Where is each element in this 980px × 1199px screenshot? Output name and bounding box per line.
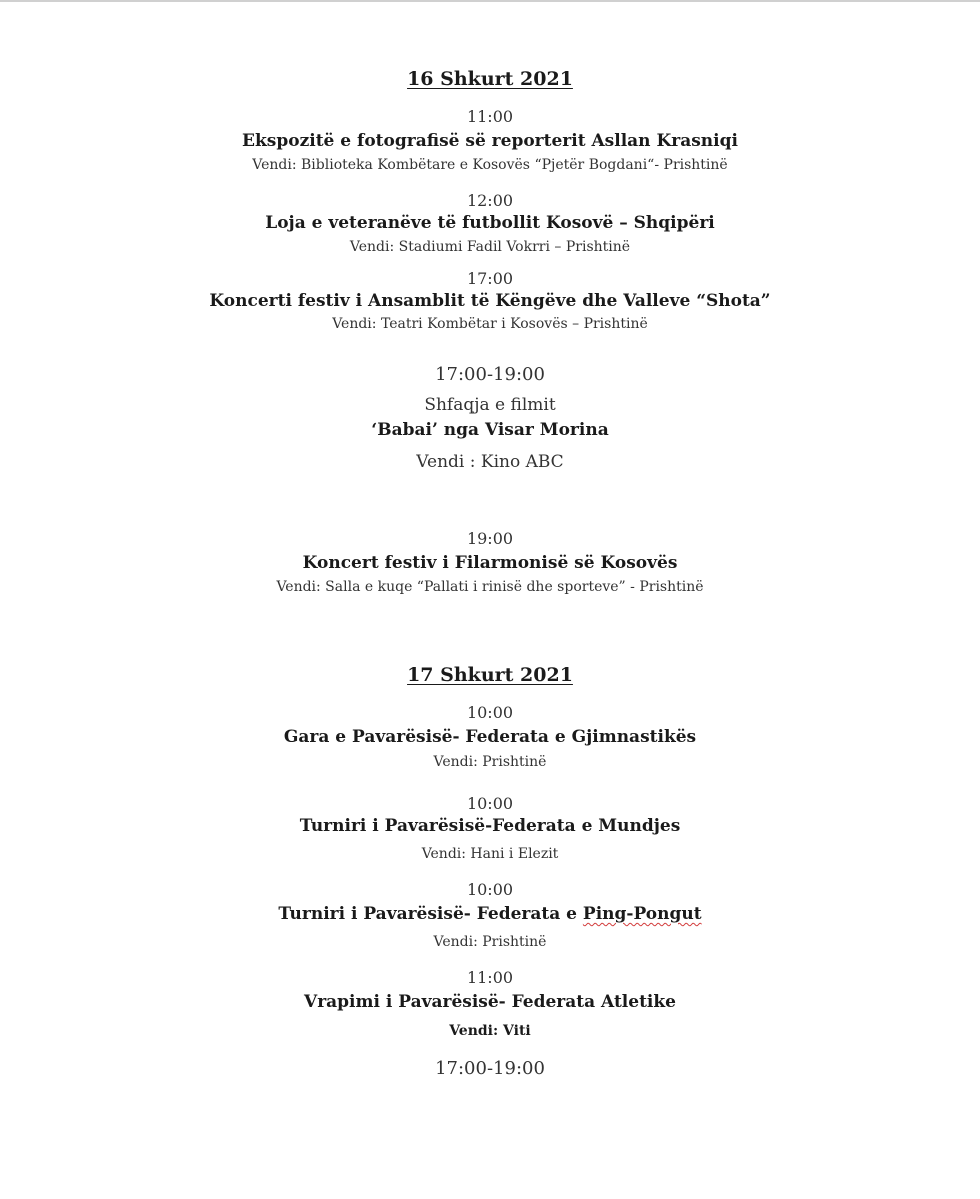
event-time: 17:00-19:00 <box>435 364 545 385</box>
event-title-main: Turniri i Pavarësisë- Federata e <box>278 904 583 924</box>
event-venue: Vendi: Stadiumi Fadil Vokrri – Prishtinë <box>349 239 631 255</box>
event-venue: Vendi : Kino ABC <box>416 452 564 472</box>
event-time: 17:00-19:00 <box>435 1058 545 1079</box>
event-venue: Vendi: Biblioteka Kombëtare e Kosovës “Pjetër Bogdani“- Prishtinë <box>252 157 728 173</box>
event-venue: Vendi: Salla e kuqe “Pallati i rinisë dhe sporteve” - Prishtinë <box>276 579 704 595</box>
event-venue: Vendi: Viti <box>449 1023 531 1039</box>
event-title: Loja e veteranëve të futbollit Kosovë – Shqipëri <box>265 213 715 233</box>
event-time: 19:00 <box>466 529 514 548</box>
event-title: Koncerti festiv i Ansamblit të Këngëve dhe Valleve “Shota” <box>209 291 771 311</box>
page-top-border <box>0 0 980 2</box>
event-time: 11:00 <box>466 107 514 126</box>
date-heading-day2: 17 Shkurt 2021 <box>407 664 573 686</box>
event-time: 11:00 <box>466 968 514 987</box>
event-title: Ekspozitë e fotografisë së reporterit Asllan Krasniqi <box>242 131 738 151</box>
event-time: 10:00 <box>466 880 514 899</box>
event-time: 12:00 <box>466 191 514 210</box>
event-title: ‘Babai’ nga Visar Morina <box>371 420 609 440</box>
event-title <box>0 906 980 923</box>
event-subtitle: Shfaqja e filmit <box>424 395 556 415</box>
date-heading-day1: 16 Shkurt 2021 <box>407 68 573 90</box>
event-venue: Vendi: Hani i Elezit <box>421 846 559 862</box>
event-time: 10:00 <box>466 794 514 813</box>
event-time: 10:00 <box>466 703 514 722</box>
event-time: 17:00 <box>466 269 514 288</box>
event-title: Turniri i Pavarësisë-Federata e Mundjes <box>299 816 681 836</box>
spellcheck-flagged-word: Ping-Pongut <box>582 904 702 924</box>
event-title: Gara e Pavarësisë- Federata e Gjimnastikës <box>283 727 697 747</box>
event-venue: Vendi: Prishtinë <box>433 934 547 950</box>
event-title: Vrapimi i Pavarësisë- Federata Atletike <box>304 992 676 1012</box>
event-venue: Vendi: Teatri Kombëtar i Kosovës – Prishtinë <box>332 316 648 332</box>
event-title: Koncert festiv i Filarmonisë së Kosovës <box>302 553 678 573</box>
event-venue: Vendi: Prishtinë <box>433 754 547 770</box>
